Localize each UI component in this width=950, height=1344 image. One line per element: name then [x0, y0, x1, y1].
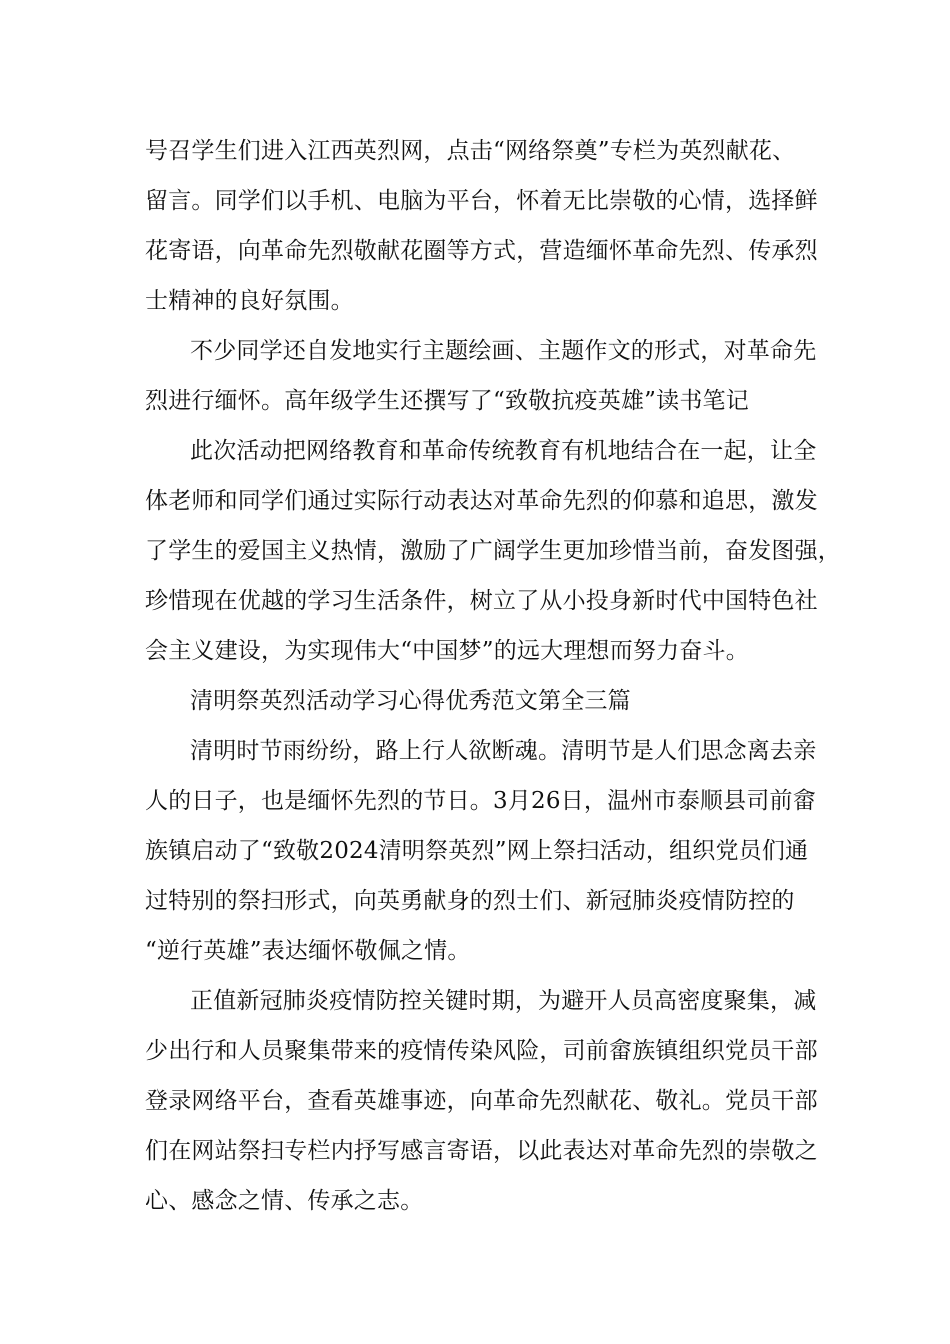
paragraph-5-line-3: 族镇启动了“致敬2024清明祭英烈”网上祭扫活动，组织党员们通: [145, 838, 809, 864]
paragraph-5-line-2: 人的日子，也是缅怀先烈的节日。3月26日，温州市泰顺县司前畲: [145, 788, 816, 814]
paragraph-1-line-1: 号召学生们进入江西英烈网，点击“网络祭奠”专栏为英烈献花、: [145, 138, 796, 164]
paragraph-3-line-4: 珍惜现在优越的学习生活条件，树立了从小投身新时代中国特色社: [145, 588, 818, 614]
paragraph-6-line-5: 心、感念之情、传承之志。: [145, 1188, 424, 1214]
paragraph-3-line-3: 了学生的爱国主义热情，激励了广阔学生更加珍惜当前，奋发图强，: [145, 538, 841, 564]
paragraph-2-line-1: 不少同学还自发地实行主题绘画、主题作文的形式，对革命先: [190, 338, 817, 364]
paragraph-5-line-1: 清明时节雨纷纷，路上行人欲断魂。清明节是人们思念离去亲: [190, 738, 817, 764]
paragraph-5-line-4: 过特别的祭扫形式，向英勇献身的烈士们、新冠肺炎疫情防控的: [145, 888, 795, 914]
paragraph-2-line-2: 烈进行缅怀。高年级学生还撰写了“致敬抗疫英雄”读书笔记: [145, 388, 749, 414]
paragraph-6-line-2: 少出行和人员聚集带来的疫情传染风险，司前畲族镇组织党员干部: [145, 1038, 818, 1064]
paragraph-1-line-3: 花寄语，向革命先烈敬献花圈等方式，营造缅怀革命先烈、传承烈: [145, 238, 818, 264]
paragraph-1-line-2: 留言。同学们以手机、电脑为平台，怀着无比崇敬的心情，选择鲜: [145, 188, 818, 214]
paragraph-1-line-4: 士精神的良好氛围。: [145, 288, 354, 314]
paragraph-5-line-5: “逆行英雄”表达缅怀敬佩之情。: [145, 938, 471, 964]
paragraph-6-line-4: 们在网站祭扫专栏内抒写感言寄语，以此表达对革命先烈的崇敬之: [145, 1138, 818, 1164]
paragraph-3-line-5: 会主义建设，为实现伟大“中国梦”的远大理想而努力奋斗。: [145, 638, 749, 664]
paragraph-6-line-1: 正值新冠肺炎疫情防控关键时期，为避开人员高密度聚集，减: [190, 988, 817, 1014]
paragraph-3-line-2: 体老师和同学们通过实际行动表达对革命先烈的仰慕和追思，激发: [145, 488, 818, 514]
section-heading: 清明祭英烈活动学习心得优秀范文第全三篇: [190, 688, 631, 714]
paragraph-6-line-3: 登录网络平台，查看英雄事迹，向革命先烈献花、敬礼。党员干部: [145, 1088, 818, 1114]
paragraph-3-line-1: 此次活动把网络教育和革命传统教育有机地结合在一起，让全: [190, 438, 817, 464]
